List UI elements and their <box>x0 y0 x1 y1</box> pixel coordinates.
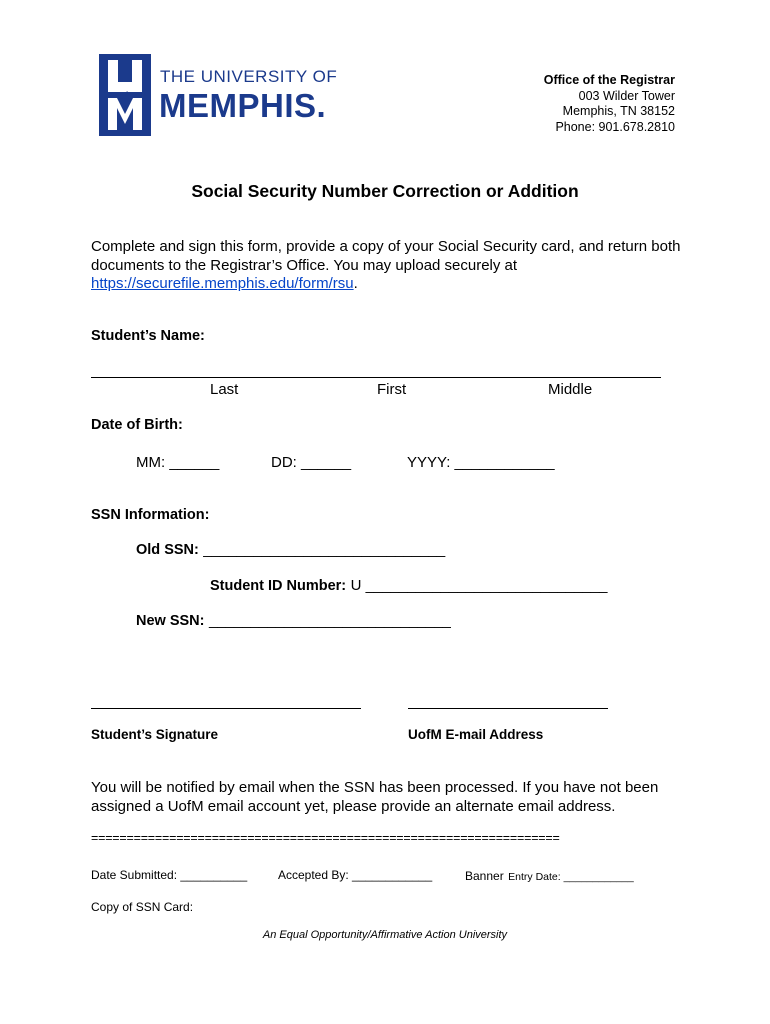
new-ssn-field[interactable]: _____________________________ <box>208 612 451 629</box>
upload-link[interactable]: https://securefile.memphis.edu/form/rsu <box>91 275 354 292</box>
university-logo <box>99 54 349 136</box>
logo-line1: THE UNIVERSITY OF <box>160 67 338 86</box>
new-ssn-row <box>136 612 451 630</box>
old-ssn-field[interactable]: _____________________________ <box>203 541 446 558</box>
banner-entry-date-field[interactable]: Entry Date: ____________ <box>508 871 634 883</box>
student-id-row <box>210 577 608 595</box>
name-col-last: Last <box>210 381 239 398</box>
student-name-label: Student’s Name: <box>91 328 205 344</box>
university-logo-graphic <box>99 54 349 136</box>
dob-mm-field[interactable]: MM: ______ <box>136 454 220 471</box>
office-phone: Phone: 901.678.2810 <box>555 119 675 134</box>
logo-small-text: of <box>119 91 127 102</box>
ssn-info-label: SSN Information: <box>91 507 210 523</box>
dob-yyyy-field[interactable]: YYYY: ____________ <box>407 454 555 471</box>
name-col-first: First <box>377 381 407 398</box>
student-id-field[interactable]: U _____________________________ <box>350 577 608 594</box>
office-info <box>544 73 675 135</box>
signature-line[interactable] <box>91 708 361 709</box>
separator: ================================================================== <box>91 831 560 845</box>
logo-line2: MEMPHIS. <box>159 87 327 124</box>
office-address1: 003 Wilder Tower <box>578 88 675 103</box>
copy-ssn-label: Copy of SSN Card: <box>91 900 194 914</box>
banner-label: Banner <box>465 869 504 883</box>
email-line[interactable] <box>408 708 608 709</box>
student-name-line[interactable] <box>91 377 661 378</box>
email-label: UofM E-mail Address <box>408 727 544 742</box>
name-col-middle: Middle <box>548 381 593 398</box>
office-address2: Memphis, TN 38152 <box>562 104 675 118</box>
dob-label: Date of Birth: <box>91 417 183 433</box>
old-ssn-label: Old SSN: <box>136 542 199 558</box>
student-id-label: Student ID Number: <box>210 578 347 594</box>
intro-text: Complete and sign this form, provide a copy of your Social Security card, and return both documents to the Registrar’s Office. You may upload securely at <box>91 238 681 274</box>
date-submitted-field[interactable]: Date Submitted: __________ <box>91 868 248 882</box>
accepted-by-field[interactable]: Accepted By: ____________ <box>278 868 433 882</box>
notice-text: You will be notified by email when the SSN has been processed. If you have not been assigned a UofM email account yet, please provide an alternate email address. <box>91 779 659 815</box>
new-ssn-label: New SSN: <box>136 613 205 629</box>
banner-entry-row <box>465 867 634 885</box>
office-name: Office of the Registrar <box>543 73 675 87</box>
old-ssn-row <box>136 541 445 559</box>
form-title: Social Security Number Correction or Addition <box>191 181 579 201</box>
signature-label: Student’s Signature <box>91 727 219 742</box>
intro-end: . <box>353 275 358 292</box>
intro-paragraph <box>91 238 691 294</box>
dob-dd-field[interactable]: DD: ______ <box>271 454 352 471</box>
eeo-footer: An Equal Opportunity/Affirmative Action University <box>262 929 508 941</box>
